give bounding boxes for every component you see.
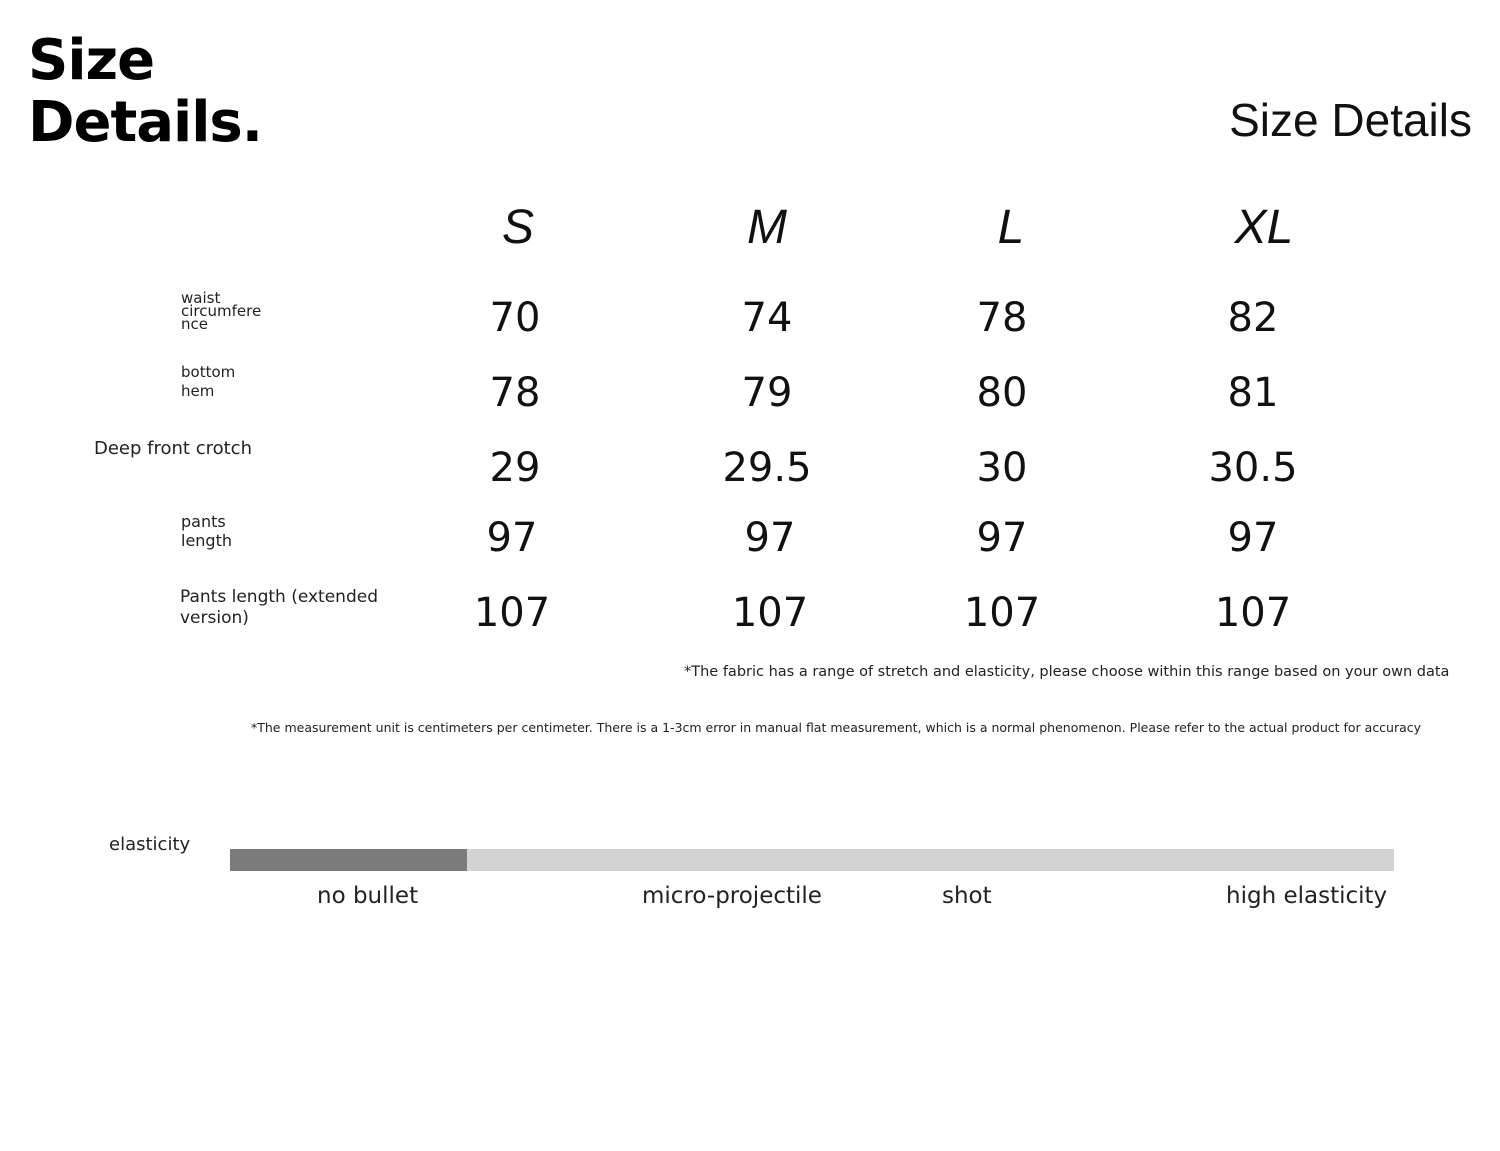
scale-label-shot: shot	[942, 883, 992, 909]
cell-length-s: 97	[486, 515, 538, 561]
cell-extended-l: 107	[963, 590, 1041, 636]
cell-hem-xl: 81	[1227, 370, 1279, 416]
size-header-xl: XL	[1234, 201, 1294, 254]
cell-length-m: 97	[744, 515, 796, 561]
cell-extended-s: 107	[473, 590, 551, 636]
cell-crotch-m: 29.5	[722, 445, 812, 491]
cell-crotch-l: 30	[976, 445, 1028, 491]
cell-length-l: 97	[976, 515, 1028, 561]
row-label-line: version)	[180, 608, 249, 628]
elasticity-label: elasticity	[109, 834, 191, 855]
cell-waist-xl: 82	[1227, 295, 1279, 341]
cell-hem-l: 80	[976, 370, 1028, 416]
row-label-line: waist	[181, 289, 221, 307]
row-label-line: hem	[181, 382, 215, 400]
cell-waist-l: 78	[976, 295, 1028, 341]
page-title: Size Details	[1229, 94, 1472, 146]
row-label-waist	[181, 289, 262, 333]
row-label-line: pants	[181, 512, 226, 531]
cell-extended-m: 107	[731, 590, 809, 636]
cell-extended-xl: 107	[1214, 590, 1292, 636]
scale-label-no-bullet: no bullet	[317, 883, 419, 909]
row-label-line: Pants length (extended	[180, 587, 378, 607]
scale-label-high-elasticity: high elasticity	[1226, 883, 1388, 909]
size-header-l: L	[997, 201, 1025, 254]
size-header-m: M	[747, 201, 787, 254]
row-label-pants-length	[181, 512, 232, 550]
row-label-line: circumfere	[181, 302, 262, 320]
scale-label-micro-projectile: micro-projectile	[642, 883, 822, 909]
cell-crotch-xl: 30.5	[1208, 445, 1298, 491]
cell-hem-s: 78	[489, 370, 541, 416]
elasticity-bar-fill	[230, 849, 467, 871]
row-label-front-crotch	[94, 438, 252, 460]
fabric-note: *The fabric has a range of stretch and elasticity, please choose within this range based on your own data	[684, 664, 1450, 680]
measurement-note: *The measurement unit is centimeters per centimeter. There is a 1-3cm error in manual flat measurement, which is a normal phenomenon. Please refer to the actual product for accuracy	[251, 720, 1422, 735]
cell-waist-s: 70	[489, 295, 541, 341]
row-label-line: nce	[181, 315, 208, 333]
row-label-line: length	[181, 531, 232, 550]
row-label-pants-length-extended	[180, 587, 378, 629]
row-label-line: bottom	[181, 363, 236, 381]
cell-waist-m: 74	[741, 295, 793, 341]
size-header-s: S	[501, 201, 534, 254]
row-label-line: Deep front crotch	[94, 438, 252, 459]
title-bold	[28, 30, 262, 154]
elasticity-bar-track	[230, 849, 1394, 871]
cell-length-xl: 97	[1227, 515, 1279, 561]
title-bold-line2: Details.	[28, 90, 263, 155]
row-label-bottom-hem	[181, 363, 235, 401]
title-bold-line1: Size	[28, 28, 155, 93]
cell-crotch-s: 29	[489, 445, 541, 491]
cell-hem-m: 79	[741, 370, 793, 416]
